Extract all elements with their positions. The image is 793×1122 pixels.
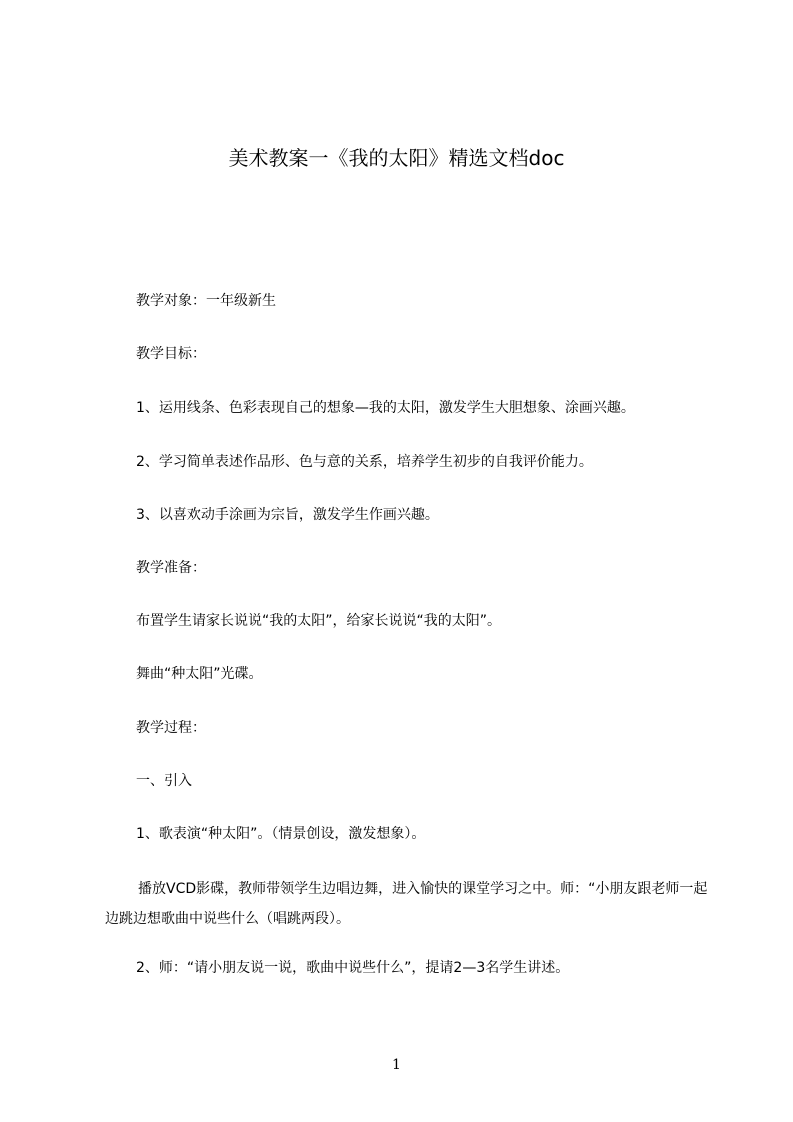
paragraph-teaching-target: 教学对象：一年级新生 (136, 293, 276, 309)
paragraph-goal-2: 2、学习简单表述作品形、色与意的关系，培养学生初步的自我评价能力。 (136, 454, 593, 470)
paragraph-preparation-1: 布置学生请家长说说“我的太阳”，给家长说说“我的太阳”。 (136, 613, 502, 629)
paragraph-section-intro: 一、引入 (136, 773, 192, 789)
paragraph-goal-1: 1、运用线条、色彩表现自己的想象—我的太阳，激发学生大胆想象、涂画兴趣。 (136, 400, 635, 416)
paragraph-goal-3: 3、以喜欢动手涂画为宗旨，激发学生作画兴趣。 (136, 507, 439, 523)
paragraph-process-heading: 教学过程： (136, 720, 206, 736)
document-title: 美术教案一《我的太阳》精选文档doc (228, 146, 565, 170)
page-number: 1 (392, 1057, 401, 1073)
paragraph-step-1-detail: 播放VCD影碟，教师带领学生边唱边舞，进入愉快的课堂学习之中。师：“小朋友跟老师一起边跳边想歌曲中说些什么（唱跳两段）。 (105, 881, 708, 927)
paragraph-teaching-goals-heading: 教学目标： (136, 346, 206, 362)
paragraph-step-2: 2、师：“请小朋友说一说，歌曲中说些什么”，提请2—3名学生讲述。 (136, 960, 570, 976)
paragraph-preparation-2: 舞曲“种太阳”光碟。 (136, 666, 263, 682)
paragraph-step-1: 1、歌表演“种太阳”。（情景创设，激发想象）。 (136, 826, 426, 842)
paragraph-preparation-heading: 教学准备： (136, 560, 206, 576)
